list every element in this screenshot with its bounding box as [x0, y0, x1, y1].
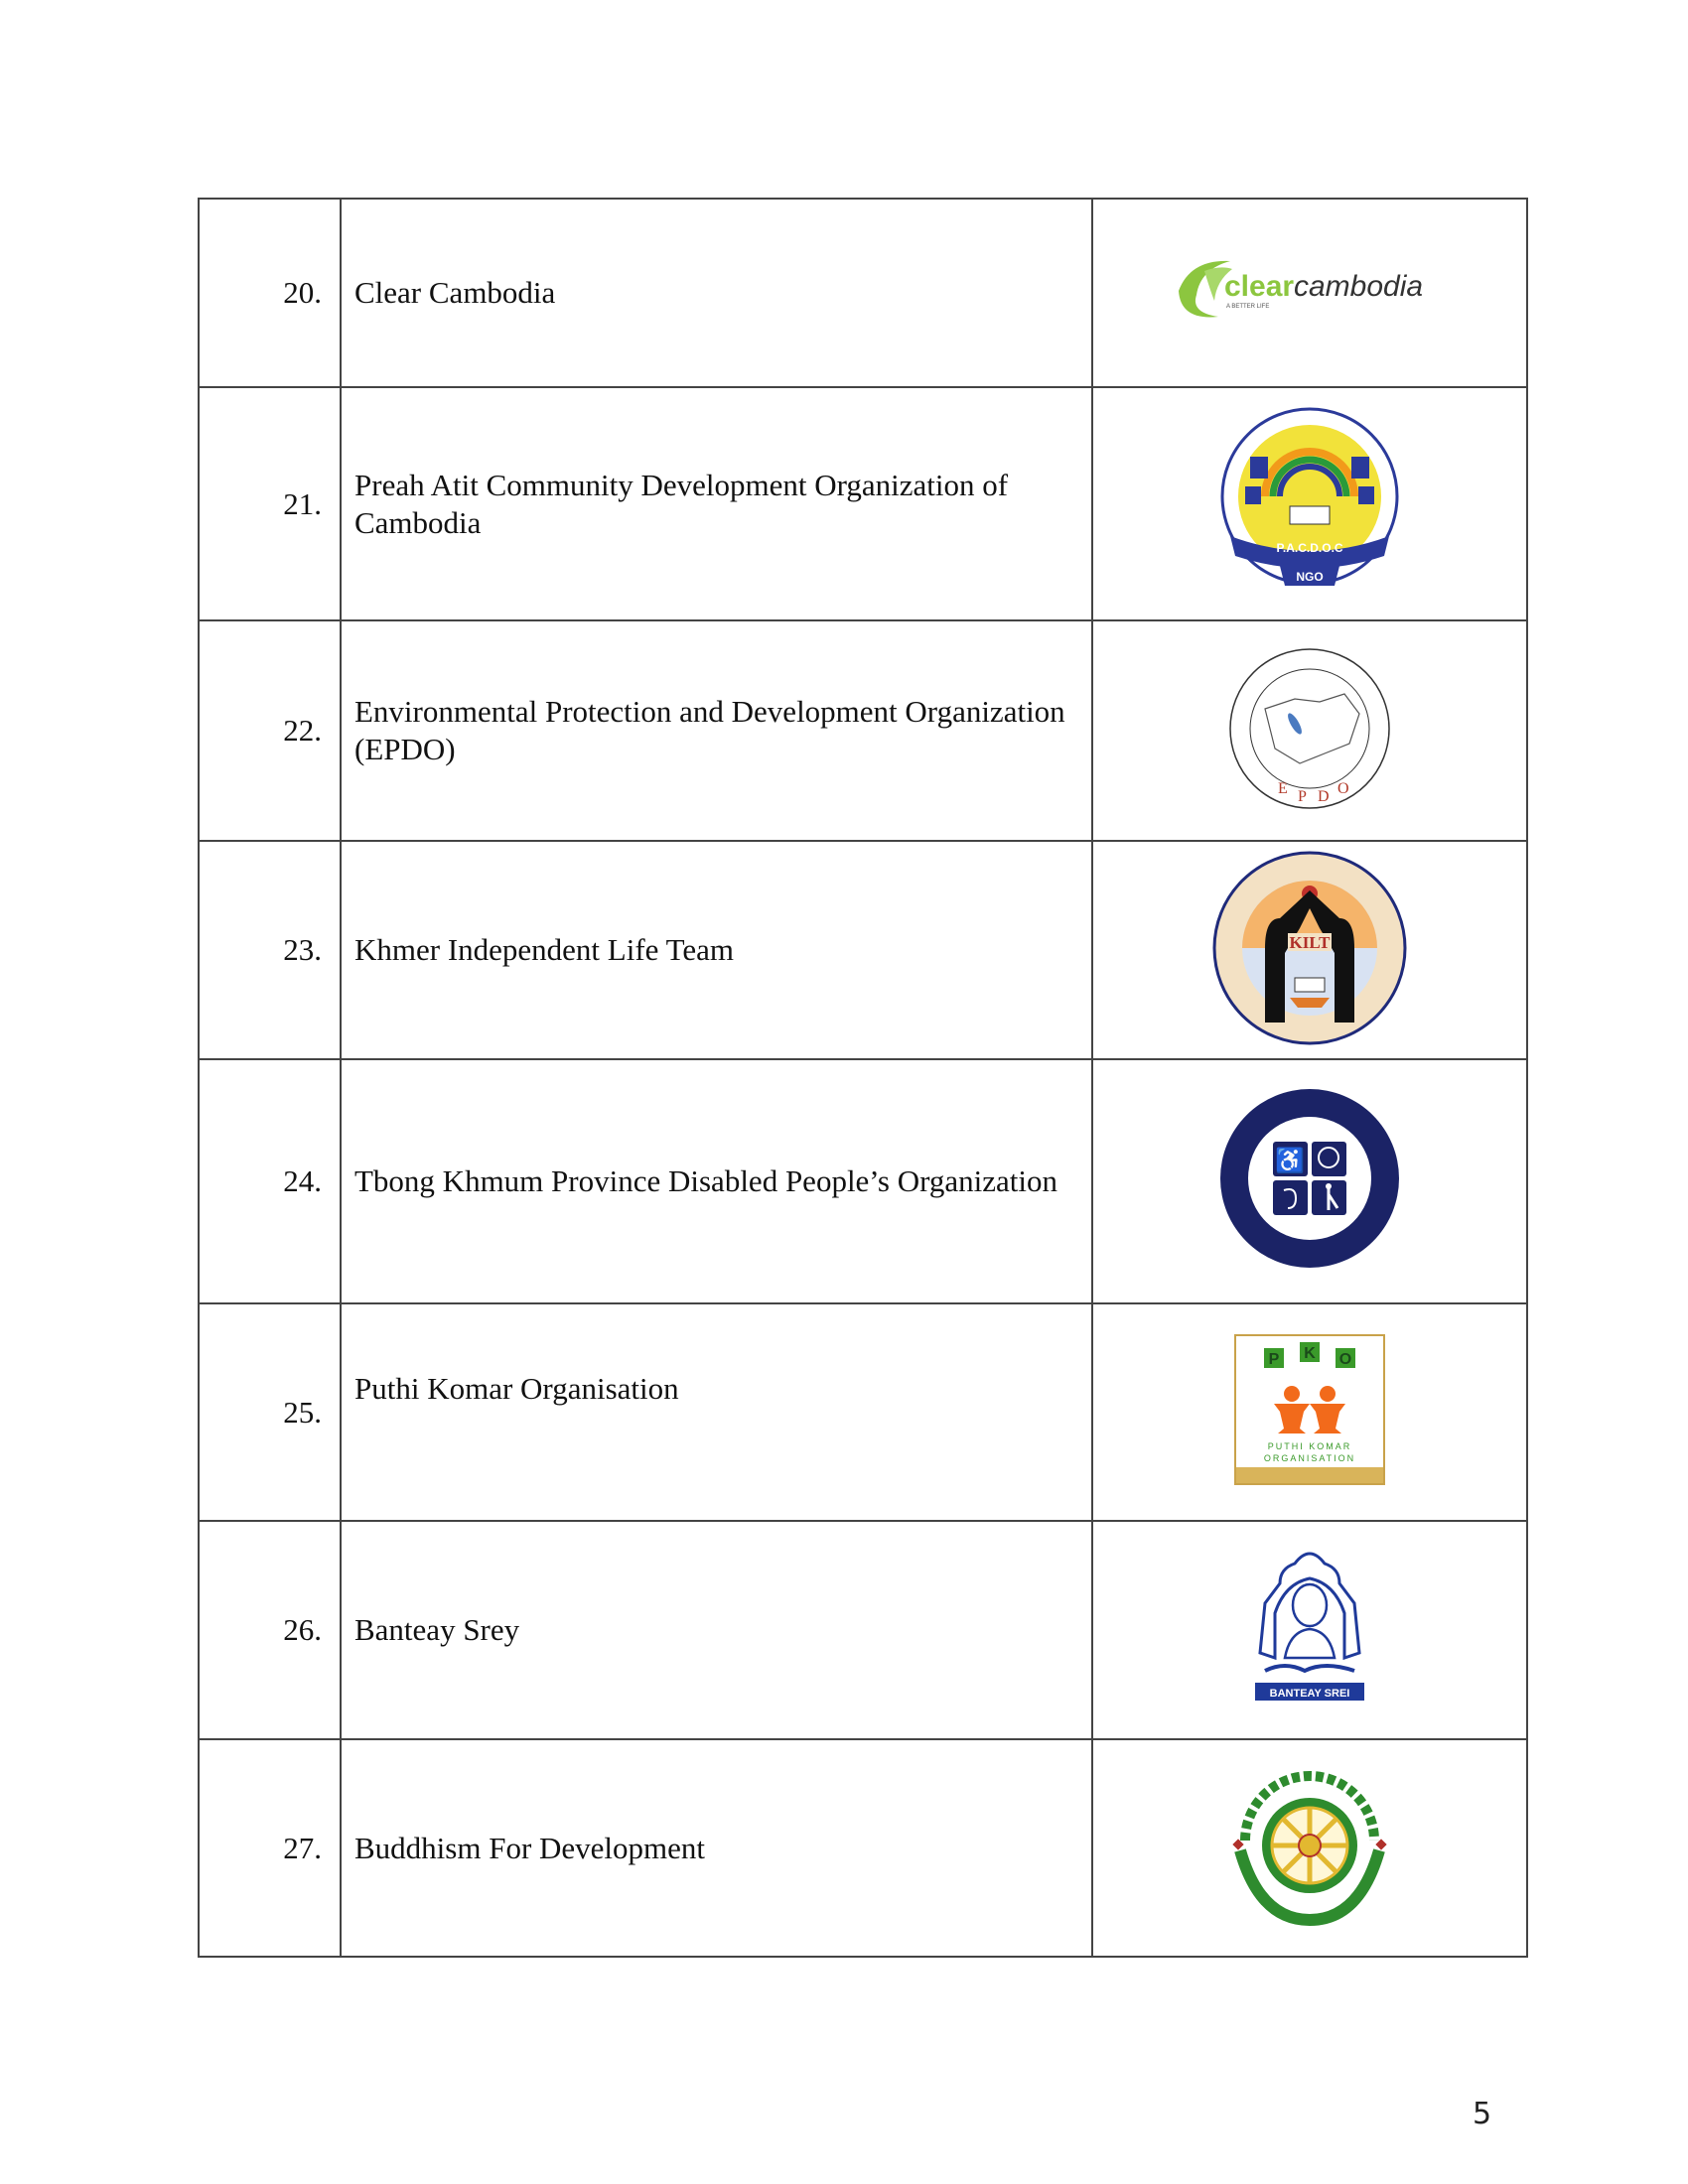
pko-logo-icon [1234, 1334, 1385, 1485]
row-number: 25. [199, 1303, 341, 1521]
organization-name: Buddhism For Development [341, 1739, 1092, 1957]
row-number: 22. [199, 620, 341, 841]
page-number: 5 [1473, 2097, 1492, 2131]
organization-name: Preah Atit Community Development Organization of Cambodia [341, 387, 1092, 620]
logo-wordmark-dark: cambodia [1294, 269, 1424, 303]
logo-acronym: P.A.C.D.O.C [1276, 541, 1343, 555]
logo-cell [1092, 387, 1527, 620]
logo-wordmark-green: clear [1224, 269, 1295, 303]
logo-caption: BANTEAY SREI [1269, 1687, 1350, 1700]
row-number: 24. [199, 1059, 341, 1303]
organizations-table [198, 198, 1528, 1958]
tkpdpo-logo-icon [1218, 1087, 1402, 1271]
organization-name: Tbong Khmum Province Disabled People’s Organization [341, 1059, 1092, 1303]
logo-cell [1092, 1303, 1527, 1521]
row-number: 23. [199, 841, 341, 1059]
logo-cell [1092, 1521, 1527, 1739]
logo-badge: NGO [1296, 570, 1324, 584]
logo-cell [1092, 1059, 1527, 1303]
table-row [199, 199, 1527, 387]
logo-acronym: KILT [1289, 932, 1331, 952]
organization-name: Puthi Komar Organisation [341, 1303, 1092, 1521]
row-number: 20. [199, 199, 341, 387]
table-row [199, 1521, 1527, 1739]
epdo-logo-icon [1220, 644, 1399, 813]
organization-name: Clear Cambodia [341, 199, 1092, 387]
logo-letter: P [1298, 787, 1307, 805]
table-row [199, 1059, 1527, 1303]
logo-cell [1092, 199, 1527, 387]
table-row [199, 1739, 1527, 1957]
logo-line2: ORGANISATION [1263, 1453, 1356, 1463]
logo-letter: O [1338, 1351, 1352, 1368]
table-row [199, 841, 1527, 1059]
logo-letter: E [1278, 779, 1288, 797]
logo-letter: K [1304, 1345, 1316, 1362]
kilt-logo-icon [1210, 849, 1409, 1047]
logo-cell [1092, 1739, 1527, 1957]
organization-name: Environmental Protection and Development Organization (EPDO) [341, 620, 1092, 841]
logo-letter: P [1268, 1351, 1280, 1368]
logo-line1: PUTHI KOMAR [1267, 1441, 1352, 1451]
logo-letter: O [1337, 779, 1349, 797]
table-row [199, 387, 1527, 620]
logo-cell [1092, 620, 1527, 841]
organization-name: Banteay Srey [341, 1521, 1092, 1739]
organization-name: Khmer Independent Life Team [341, 841, 1092, 1059]
row-number: 27. [199, 1739, 341, 1957]
clear-cambodia-logo-icon [1161, 251, 1459, 331]
table-row [199, 1303, 1527, 1521]
logo-letter: D [1318, 787, 1330, 805]
row-number: 21. [199, 387, 341, 620]
pacdoc-logo-icon [1210, 407, 1409, 596]
logo-cell [1092, 841, 1527, 1059]
wheelchair-icon: ♿ [1274, 1149, 1305, 1174]
row-number: 26. [199, 1521, 341, 1739]
table-row [199, 620, 1527, 841]
banteay-srei-logo-icon [1245, 1544, 1374, 1712]
logo-tagline: A BETTER LIFE [1226, 303, 1270, 310]
buddhism-for-development-logo-icon [1220, 1761, 1399, 1930]
